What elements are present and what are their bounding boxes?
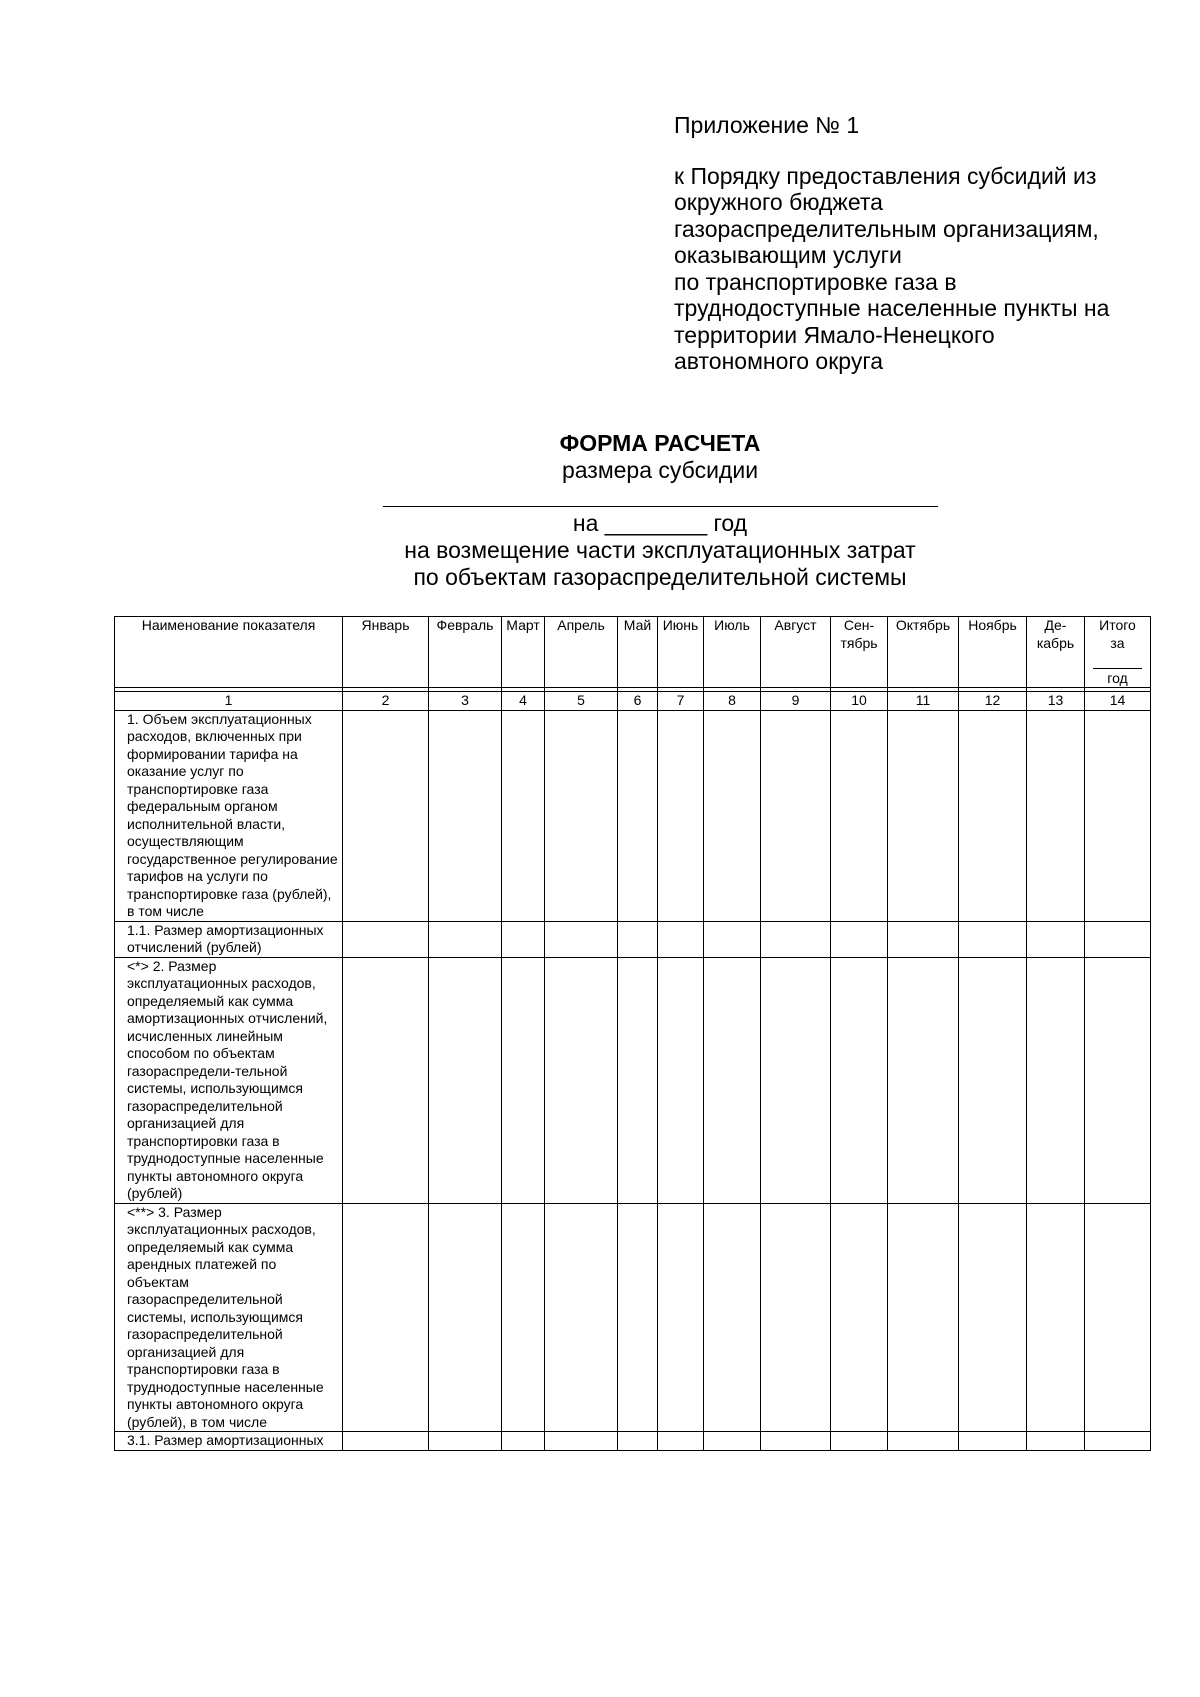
column-number: 1 [115,692,343,711]
row-label: 1. Объем эксплуатационных расходов, включенных при формировании тарифа на оказание услуг по транспортировке газа федеральным органом исполнительной власти, осуществляющим государственное регулирование тарифов на услуги по транспортировке газа (рублей), в том числе [115,710,343,921]
header-may: Май [618,617,658,688]
row-label: 3.1. Размер амортизационных [115,1432,343,1451]
table-row [115,957,1151,1203]
column-number: 13 [1027,692,1085,711]
header-year-total-bottom: год [1107,669,1128,686]
header-january: Январь [343,617,429,688]
header-july: Июль [704,617,761,688]
header-october: Октябрь [888,617,959,688]
table-header-row [115,617,1151,688]
calculation-table [114,616,1151,1451]
header-june: Июнь [658,617,704,688]
header-february: Февраль [429,617,502,688]
appendix-text: к Порядку предоставления субсидий из окружного бюджета газораспределительным организациям, оказывающим услуги по транспортировке газа в труднодоступные населенные пункты на территории Ямало-Ненецкого автономного округа [674,162,1110,374]
column-number: 14 [1085,692,1151,711]
table-row [115,710,1151,921]
header-december: Де- кабрь [1027,617,1085,688]
column-number: 11 [888,692,959,711]
column-number: 3 [429,692,502,711]
column-number-row [115,692,1151,711]
table-row [115,1432,1151,1451]
column-number: 5 [545,692,618,711]
column-number: 2 [343,692,429,711]
form-purpose-line: на возмещение части эксплуатационных затрат [404,537,916,563]
appendix-block [674,112,1154,375]
column-number: 6 [618,692,658,711]
row-label: <**> 3. Размер эксплуатационных расходов, определяемый как сумма арендных платежей по объектам газораспределительной системы, использующимся газораспределительной организацией для транспортировки газа в труднодоступные населенные пункты автономного округа (рублей), в том числе [115,1203,343,1432]
header-indicator-name: Наименование показателя [115,617,343,688]
column-number: 7 [658,692,704,711]
form-subtitle: размера субсидии [561,457,759,483]
form-object-line: по объектам газораспределительной системы [413,564,907,590]
column-number: 12 [959,692,1027,711]
header-september: Сен- тябрь [831,617,888,688]
column-number: 9 [761,692,831,711]
column-number: 4 [502,692,545,711]
row-label: <*> 2. Размер эксплуатационных расходов, определяемый как сумма амортизационных отчислений, исчисленных линейным способом по объектам газораспредели-тельной системы, использующимся газораспределительной организацией для транспортировки газа в труднодоступные населенные пункты автономного округа (рублей) [115,957,343,1203]
header-august: Август [761,617,831,688]
blank-underline [383,484,938,507]
header-march: Март [502,617,545,688]
table-row [115,921,1151,957]
header-year-total-top: Итого за [1099,617,1136,651]
column-number: 8 [704,692,761,711]
header-november: Ноябрь [959,617,1027,688]
header-april: Апрель [545,617,618,688]
form-year-line: на ________ год [572,510,748,536]
row-label: 1.1. Размер амортизационных отчислений (рублей) [115,921,343,957]
table-row [115,1203,1151,1432]
appendix-number: Приложение № 1 [674,112,860,138]
form-title-block [300,430,1020,591]
form-title: ФОРМА РАСЧЕТА [559,430,761,456]
column-number: 10 [831,692,888,711]
header-year-total [1085,617,1151,688]
